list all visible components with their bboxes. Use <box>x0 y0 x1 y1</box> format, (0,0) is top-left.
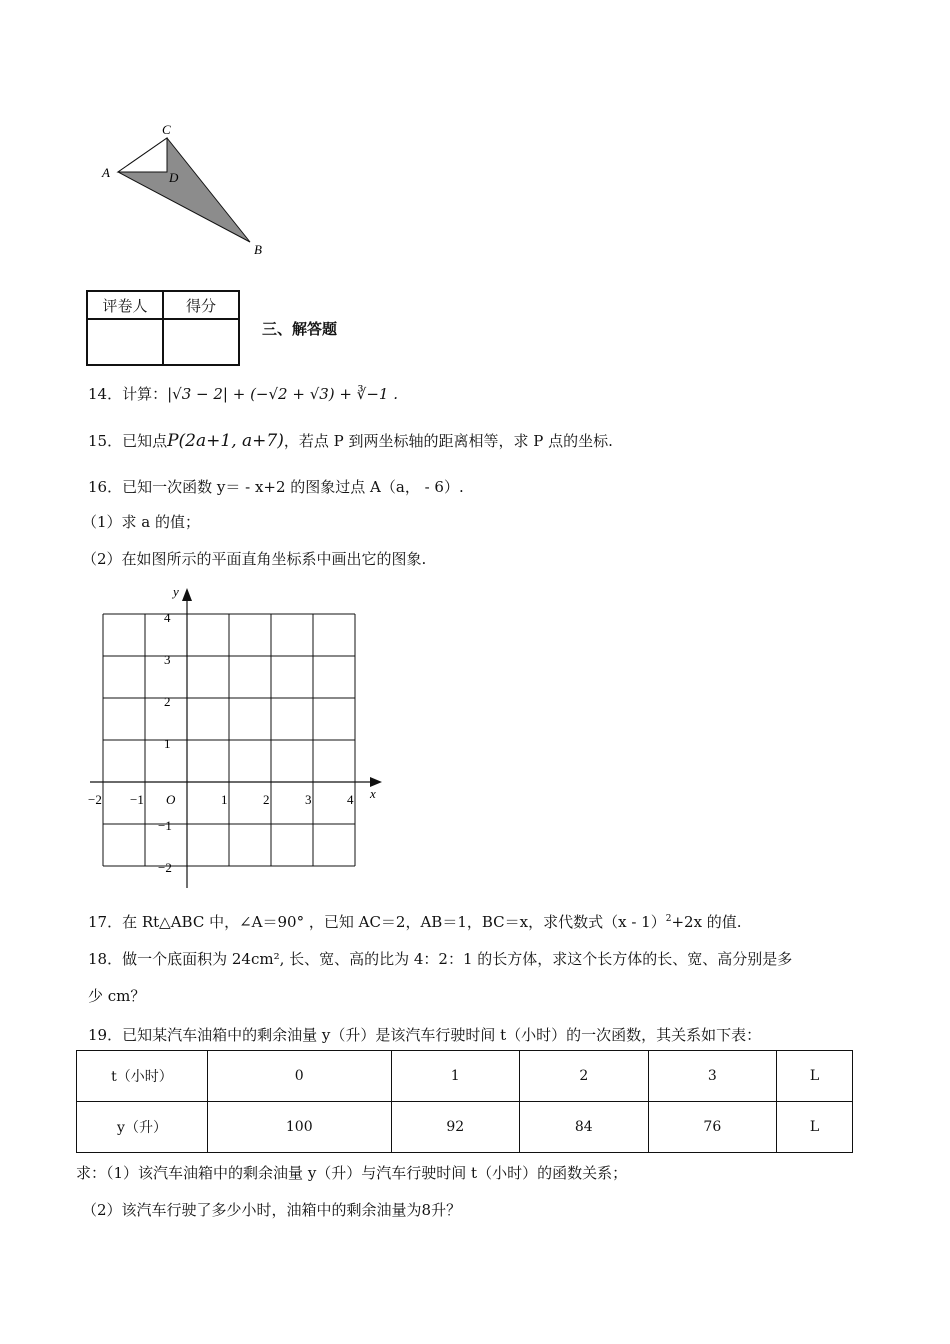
q19-text: 已知某汽车油箱中的剩余油量 y（升）是该汽车行驶时间 t（小时）的一次函数，其关系如下表： <box>122 1026 762 1044</box>
q17-number: 17． <box>88 913 123 931</box>
q14-expression: |√3 − 2| + (−√2 + √3) + ∛−1 . <box>167 385 398 403</box>
score-table-reviewer-cell <box>87 319 163 365</box>
fuel-table-header-y: y（升） <box>77 1102 208 1153</box>
q18-number: 18． <box>88 950 123 968</box>
fuel-table-cell: L <box>777 1102 853 1153</box>
q16-number: 16． <box>88 478 123 496</box>
question-19-ask1: 求：（1）该汽车油箱中的剩余油量 y（升）与汽车行驶时间 t（小时）的函数关系； <box>76 1164 628 1182</box>
coordinate-grid <box>84 582 394 892</box>
label-d: D <box>169 170 179 185</box>
x-tick--2: −2 <box>88 792 102 807</box>
x-tick-2: 2 <box>263 792 270 807</box>
fuel-table-row-t <box>77 1051 853 1102</box>
q15-point: P(2a+1, a+7) <box>167 431 284 451</box>
score-table-reviewer-header: 评卷人 <box>87 291 163 319</box>
fuel-table-row-y <box>77 1102 853 1153</box>
fuel-table-cell: 2 <box>520 1051 649 1102</box>
shaded-triangle <box>118 138 250 242</box>
q17-tail: +2x 的值. <box>671 913 742 931</box>
question-16-part1: （1）求 a 的值； <box>82 513 201 531</box>
fuel-table-cell: 100 <box>208 1102 392 1153</box>
question-16 <box>88 476 464 497</box>
fuel-table-cell: 0 <box>208 1051 392 1102</box>
q15-pre: 已知点 <box>122 432 168 450</box>
q18-line1: 做一个底面积为 24cm², 长、宽、高的比为 4：2：1 的长方体，求这个长方体的长、宽、高分别是多 <box>122 950 793 968</box>
q14-number: 14． <box>88 385 123 403</box>
fuel-table-cell: L <box>777 1051 853 1102</box>
question-18 <box>88 948 792 969</box>
x-tick-4: 4 <box>347 792 354 807</box>
y-axis-label: y <box>173 584 179 599</box>
question-14 <box>88 383 398 404</box>
y-tick-3: 3 <box>164 652 171 667</box>
question-19-ask2: （2）该汽车行驶了多少小时，油箱中的剩余油量为8升？ <box>82 1201 462 1219</box>
y-tick-1: 1 <box>164 736 171 751</box>
fuel-table-cell: 76 <box>648 1102 777 1153</box>
x-tick--1: −1 <box>130 792 144 807</box>
q14-text: 计算： <box>122 385 168 403</box>
label-b: B <box>254 242 262 257</box>
q15-post: ，若点 P 到两坐标轴的距离相等，求 P 点的坐标. <box>283 432 613 450</box>
question-15 <box>88 430 613 451</box>
q15-number: 15． <box>88 432 123 450</box>
score-table-score-cell <box>163 319 239 365</box>
label-c: C <box>162 122 171 137</box>
fuel-table-cell: 3 <box>648 1051 777 1102</box>
y-tick-2: 2 <box>164 694 171 709</box>
origin-label: O <box>166 792 176 807</box>
fuel-table <box>76 1050 853 1153</box>
q17-text: 在 Rt△ABC 中，∠A＝90° ，已知 AC＝2，AB＝1，BC＝x，求代数式（x - 1） <box>122 913 666 931</box>
triangle-figure <box>90 118 290 263</box>
x-tick-1: 1 <box>221 792 228 807</box>
fuel-table-header-t: t（小时） <box>77 1051 208 1102</box>
question-18-line2: 少 cm？ <box>88 987 146 1005</box>
fuel-table-cell: 1 <box>391 1051 520 1102</box>
y-axis-arrow <box>182 588 192 601</box>
section-title: 三、解答题 <box>262 320 338 338</box>
q19-number: 19． <box>88 1026 123 1044</box>
fuel-table-cell: 92 <box>391 1102 520 1153</box>
label-a: A <box>102 165 110 180</box>
question-17 <box>88 911 742 932</box>
white-triangle <box>118 138 167 172</box>
score-table <box>86 290 240 366</box>
q16-text: 已知一次函数 y＝ - x+2 的图象过点 A（a， - 6）. <box>122 478 464 496</box>
score-table-score-header: 得分 <box>163 291 239 319</box>
x-axis-label: x <box>370 786 376 801</box>
question-19 <box>88 1024 761 1045</box>
y-tick--2: −2 <box>158 860 172 875</box>
x-tick-3: 3 <box>305 792 312 807</box>
q17-superscript: 2 <box>665 914 672 924</box>
fuel-table-cell: 84 <box>520 1102 649 1153</box>
question-16-part2: （2）在如图所示的平面直角坐标系中画出它的图象. <box>82 550 427 568</box>
y-tick-4: 4 <box>164 610 171 625</box>
y-tick--1: −1 <box>158 818 172 833</box>
grid-lines <box>103 614 355 866</box>
